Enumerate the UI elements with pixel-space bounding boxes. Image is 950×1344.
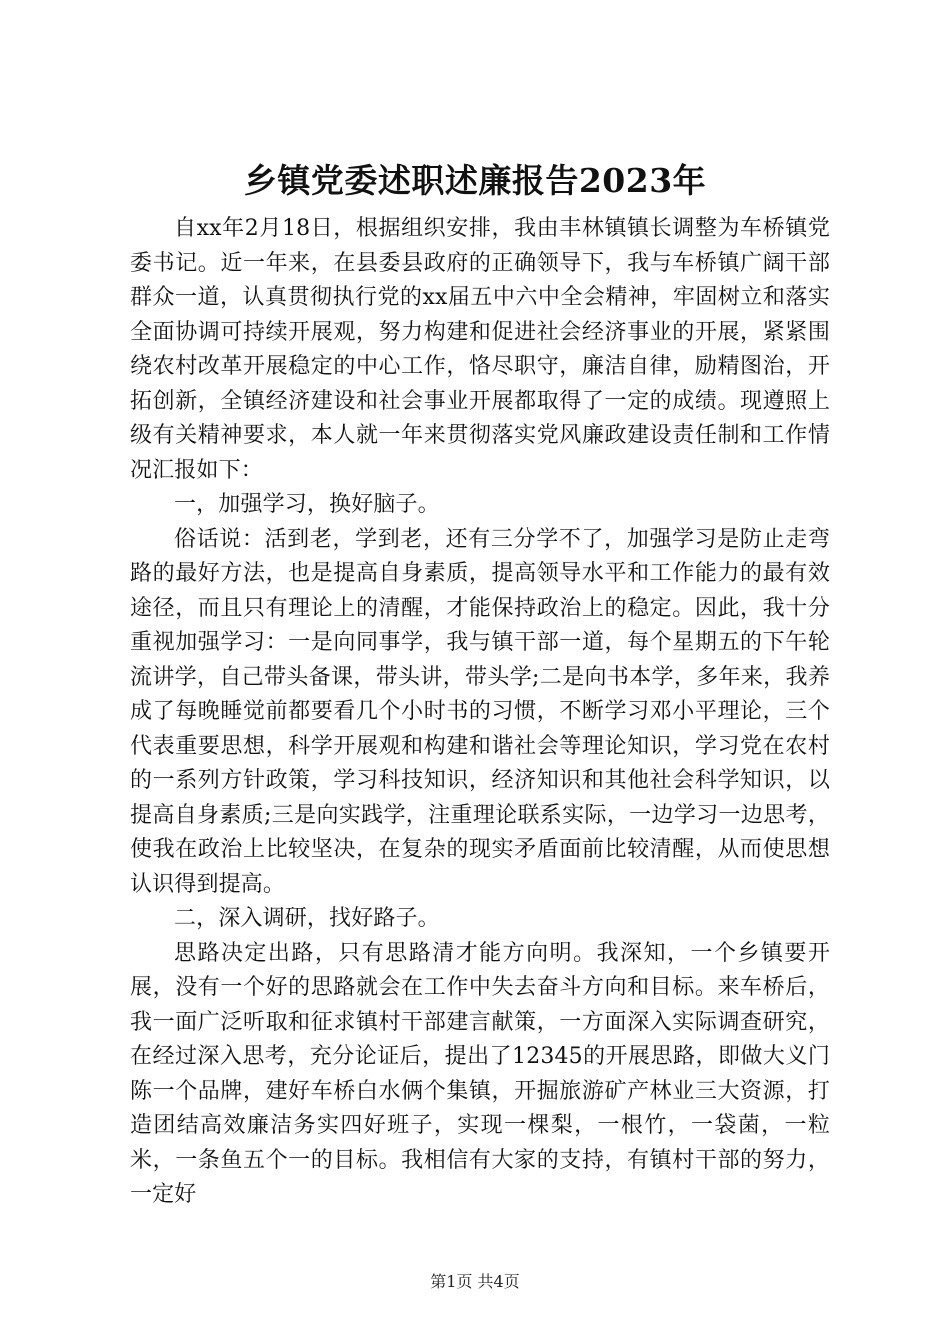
section-heading-2: 二，深入调研，找好路子。 <box>174 906 440 931</box>
document-title: 乡镇党委述职述廉报告2023年 <box>243 161 707 200</box>
paragraph-study: 俗话说：活到老，学到老，还有三分学不了，加强学习是防止走弯路的最好方法，也是提高自身素质，提高领导水平和工作能力的最有效途径，而且只有理论上的清醒，才能保持政治上的稳定。因此，我十分重视加强学习：一是向同事学，我与镇干部一道，每个星期五的下午轮流讲学，自己带头备课，带头讲，带头学;二是向书本学，多年来，我养成了每晚睡觉前都要看几个小时书的习惯，不断学习邓小平理论，三个代表重要思想，科学开展观和构建和谐社会等理论知识，学习党在农村的一系列方针政策，学习科技知识，经济知识和其他社会科学知识，以提高自身素质;三是向实践学，注重理论联系实际，一边学习一边思考，使我在政治上比较坚决，在复杂的现实矛盾面前比较清醒，从而使思想认识得到提高。 <box>130 526 830 897</box>
page-number-footer: 第1页 共4页 <box>430 1272 520 1291</box>
document-body <box>130 212 830 1213</box>
paragraph-research: 思路决定出路，只有思路清才能方向明。我深知，一个乡镇要开展，没有一个好的思路就会在工作中失去奋斗方向和目标。来车桥后，我一面广泛听取和征求镇村干部建言献策，一方面深入实际调查研究，在经过深入思考，充分论证后，提出了12345的开展思路，即做大义门陈一个品牌，建好车桥白水俩个集镇，开掘旅游矿产林业三大资源，打造团结高效廉洁务实四好班子，实现一棵梨，一根竹，一袋菌，一粒米，一条鱼五个一的目标。我相信有大家的支持，有镇村干部的努力，一定好 <box>130 940 830 1207</box>
paragraph-intro: 自xx年2月18日，根据组织安排，我由丰林镇镇长调整为车桥镇党委书记。近一年来，在县委县政府的正确领导下，我与车桥镇广阔干部群众一道，认真贯彻执行党的xx届五中六中全会精神，牢固树立和落实全面协调可持续开展观，努力构建和促进社会经济事业的开展，紧紧围绕农村改革开展稳定的中心工作，恪尽职守，廉洁自律，励精图治，开拓创新，全镇经济建设和社会事业开展都取得了一定的成绩。现遵照上级有关精神要求，本人就一年来贯彻落实党风廉政建设责任制和工作情况汇报如下： <box>130 216 830 483</box>
section-heading-1: 一，加强学习，换好脑子。 <box>174 492 440 517</box>
